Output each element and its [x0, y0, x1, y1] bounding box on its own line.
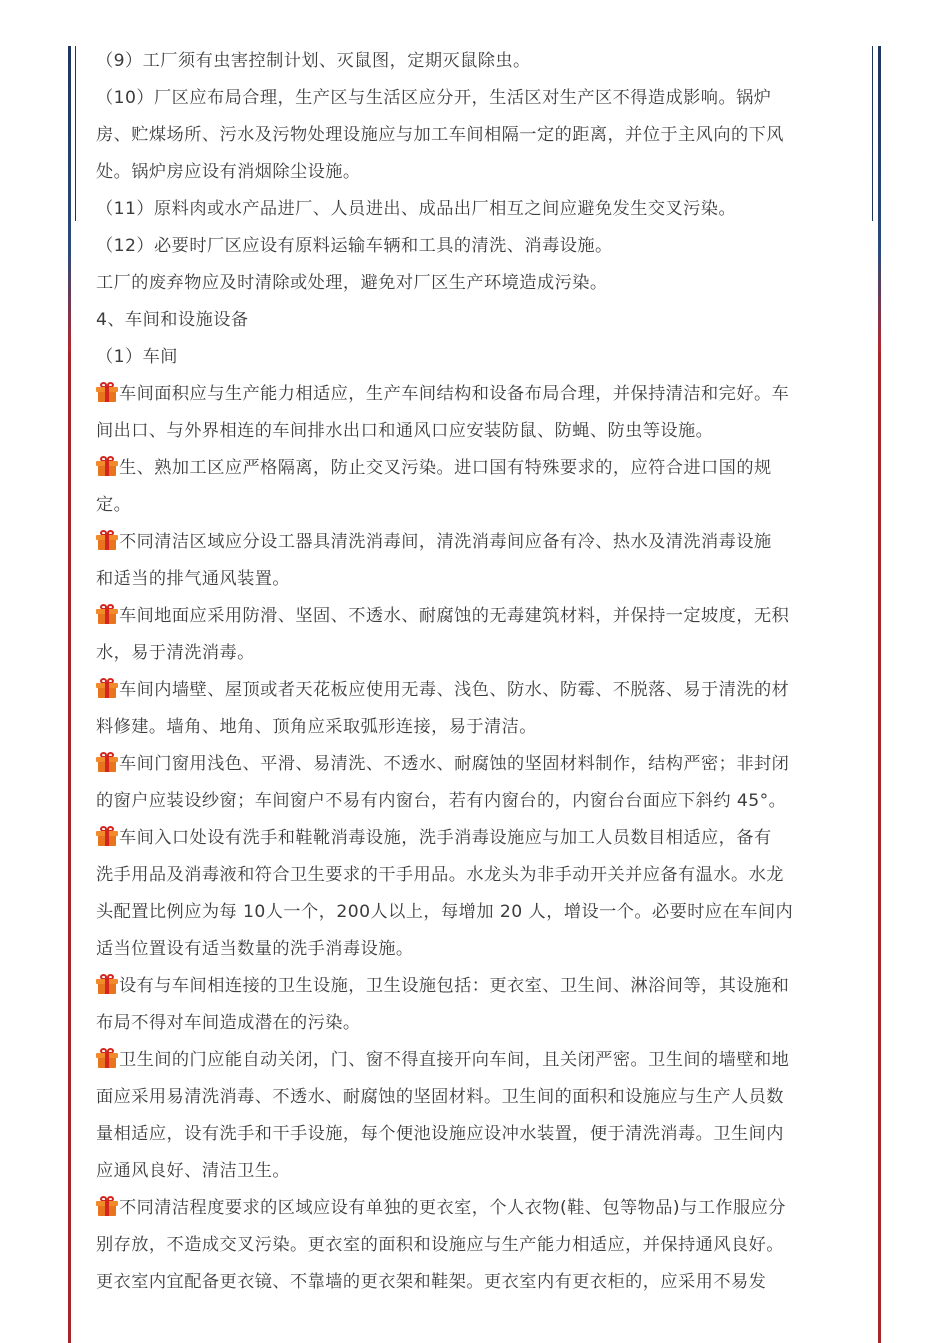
line-text: 定。	[96, 495, 132, 515]
line-text: 处。锅炉房应设有消烟除尘设施。	[96, 162, 361, 182]
gift-icon	[96, 751, 118, 773]
line-text: 车间地面应采用防滑、坚固、不透水、耐腐蚀的无毒建筑材料，并保持一定坡度，无积	[119, 606, 790, 626]
text-line	[96, 228, 858, 265]
gift-icon	[96, 381, 118, 403]
line-text: （10）厂区应布局合理，生产区与生活区应分开，生活区对生产区不得造成影响。锅炉	[96, 88, 772, 108]
bullet-line	[96, 598, 858, 635]
line-text: （12）必要时厂区应设有原料运输车辆和工具的清洗、消毒设施。	[96, 236, 613, 256]
line-text: 的窗户应装设纱窗；车间窗户不易有内窗台，若有内窗台的，内窗台台面应下斜约 45°。	[96, 791, 787, 811]
line-text: 设有与车间相连接的卫生设施，卫生设施包括：更衣室、卫生间、淋浴间等，其设施和	[119, 976, 790, 996]
line-text: 车间门窗用浅色、平滑、易清洗、不透水、耐腐蚀的坚固材料制作，结构严密；非封闭	[119, 754, 790, 774]
line-text: 量相适应，设有洗手和干手设施，每个便池设施应设冲水装置，便于清洗消毒。卫生间内	[96, 1124, 784, 1144]
line-text: （1）车间	[96, 347, 178, 367]
text-line	[96, 635, 858, 672]
line-text: 料修建。墙角、地角、顶角应采取弧形连接，易于清洁。	[96, 717, 537, 737]
text-line	[96, 191, 858, 228]
gift-icon	[96, 603, 118, 625]
line-text: 不同清洁区域应分设工器具清洗消毒间，清洗消毒间应备有冷、热水及清洗消毒设施	[119, 532, 772, 552]
line-text: 面应采用易清洗消毒、不透水、耐腐蚀的坚固材料。卫生间的面积和设施应与生产人员数	[96, 1087, 784, 1107]
gift-icon	[96, 1195, 118, 1217]
line-text: 房、贮煤场所、污水及污物处理设施应与加工车间相隔一定的距离，并位于主风向的下风	[96, 125, 784, 145]
line-text: 车间入口处设有洗手和鞋靴消毒设施，洗手消毒设施应与加工人员数目相适应，备有	[119, 828, 772, 848]
line-text: 车间面积应与生产能力相适应，生产车间结构和设备布局合理，并保持清洁和完好。车	[119, 384, 790, 404]
line-text: 更衣室内宜配备更衣镜、不靠墙的更衣架和鞋架。更衣室内有更衣柜的，应采用不易发	[96, 1272, 767, 1292]
line-text: 不同清洁程度要求的区域应设有单独的更衣室，个人衣物(鞋、包等物品)与工作服应分	[119, 1198, 786, 1218]
text-line	[96, 894, 858, 931]
line-text: 别存放，不造成交叉污染。更衣室的面积和设施应与生产能力相适应，并保持通风良好。	[96, 1235, 784, 1255]
text-line	[96, 80, 858, 117]
text-line	[96, 117, 858, 154]
text-line	[96, 413, 858, 450]
line-text: 生、熟加工区应严格隔离，防止交叉污染。进口国有特殊要求的，应符合进口国的规	[119, 458, 772, 478]
line-text: 应通风良好、清洁卫生。	[96, 1161, 291, 1181]
bullet-line	[96, 376, 858, 413]
line-text: 布局不得对车间造成潜在的污染。	[96, 1013, 361, 1033]
text-line	[96, 339, 858, 376]
gift-icon	[96, 529, 118, 551]
bullet-line	[96, 1042, 858, 1079]
line-text: （9）工厂须有虫害控制计划、灭鼠图，定期灭鼠除虫。	[96, 51, 531, 71]
bullet-line	[96, 1190, 858, 1227]
bullet-line	[96, 672, 858, 709]
text-line	[96, 931, 858, 968]
line-text: 和适当的排气通风装置。	[96, 569, 291, 589]
gift-icon	[96, 973, 118, 995]
text-line	[96, 1116, 858, 1153]
bullet-line	[96, 820, 858, 857]
line-text: 4、车间和设施设备	[96, 310, 249, 330]
line-text: 间出口、与外界相连的车间排水出口和通风口应安装防鼠、防蝇、防虫等设施。	[96, 421, 714, 441]
text-line	[96, 1227, 858, 1264]
gift-icon	[96, 825, 118, 847]
text-line	[96, 709, 858, 746]
line-text: 头配置比例应为每 10人一个，200人以上，每增加 20 人，增设一个。必要时应在车间内	[96, 902, 794, 922]
line-text: （11）原料肉或水产品进厂、人员进出、成品出厂相互之间应避免发生交叉污染。	[96, 199, 737, 219]
bullet-line	[96, 746, 858, 783]
text-line	[96, 1264, 858, 1301]
bullet-line	[96, 450, 858, 487]
text-line	[96, 1079, 858, 1116]
text-line	[96, 783, 858, 820]
text-line	[96, 487, 858, 524]
line-text: 工厂的废弃物应及时清除或处理，避免对厂区生产环境造成污染。	[96, 273, 608, 293]
line-text: 水，易于清洗消毒。	[96, 643, 255, 663]
gift-icon	[96, 1047, 118, 1069]
document-body	[96, 43, 858, 1301]
line-text: 洗手用品及消毒液和符合卫生要求的干手用品。水龙头为非手动开关并应备有温水。水龙	[96, 865, 784, 885]
bullet-line	[96, 524, 858, 561]
text-line	[96, 1005, 858, 1042]
bullet-line	[96, 968, 858, 1005]
line-text: 适当位置设有适当数量的洗手消毒设施。	[96, 939, 414, 959]
text-line	[96, 857, 858, 894]
text-line	[96, 265, 858, 302]
text-line	[96, 302, 858, 339]
line-text: 车间内墙壁、屋顶或者天花板应使用无毒、浅色、防水、防霉、不脱落、易于清洗的材	[119, 680, 790, 700]
text-line	[96, 1153, 858, 1190]
text-line	[96, 561, 858, 598]
text-line	[96, 43, 858, 80]
line-text: 卫生间的门应能自动关闭，门、窗不得直接开向车间，且关闭严密。卫生间的墙壁和地	[119, 1050, 790, 1070]
text-line	[96, 154, 858, 191]
gift-icon	[96, 677, 118, 699]
gift-icon	[96, 455, 118, 477]
